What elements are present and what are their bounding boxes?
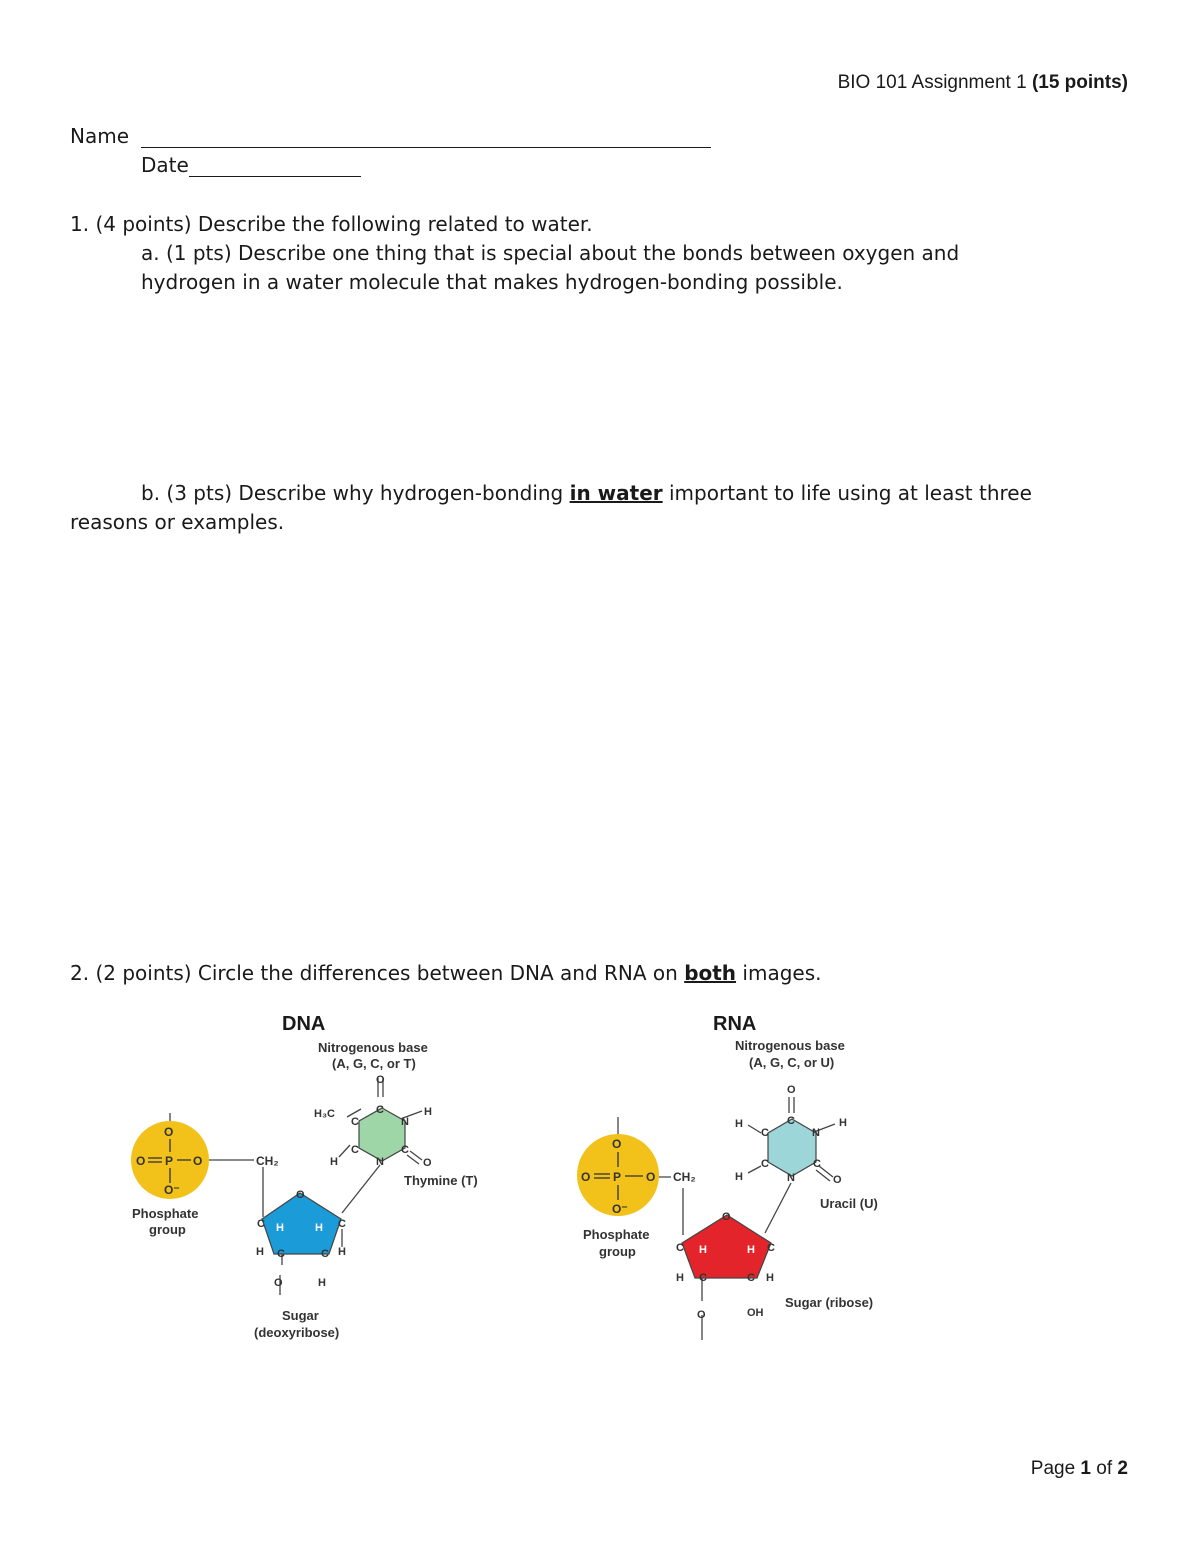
svg-text:H: H bbox=[699, 1244, 707, 1256]
svg-text:H: H bbox=[330, 1156, 338, 1168]
dna-base-label-2: (A, G, C, or T) bbox=[332, 1056, 416, 1071]
dna-sugar-label-1: Sugar bbox=[282, 1308, 319, 1323]
svg-text:C: C bbox=[676, 1242, 684, 1254]
svg-text:CH₂: CH₂ bbox=[256, 1154, 279, 1168]
svg-text:H₃C: H₃C bbox=[314, 1108, 335, 1120]
svg-text:H: H bbox=[424, 1106, 432, 1118]
svg-text:C: C bbox=[277, 1248, 285, 1260]
dna-sugar-label-2: (deoxyribose) bbox=[254, 1325, 340, 1340]
dna-base-label-1: Nitrogenous base bbox=[318, 1040, 428, 1055]
svg-text:H: H bbox=[735, 1118, 743, 1130]
svg-text:C: C bbox=[351, 1116, 359, 1128]
q2-stem bbox=[70, 961, 821, 985]
rna-base-hexagon bbox=[768, 1119, 816, 1176]
dna-phosphate-label-2: group bbox=[149, 1222, 186, 1237]
rna-title: RNA bbox=[713, 1013, 757, 1035]
svg-text:H: H bbox=[839, 1117, 847, 1129]
name-blank[interactable] bbox=[141, 127, 711, 148]
svg-text:H: H bbox=[766, 1272, 774, 1284]
svg-text:C: C bbox=[351, 1144, 359, 1156]
svg-text:C: C bbox=[787, 1115, 795, 1127]
svg-text:H: H bbox=[318, 1277, 326, 1289]
svg-text:O: O bbox=[136, 1154, 146, 1168]
dna-diagram bbox=[120, 1005, 510, 1350]
svg-text:H: H bbox=[735, 1171, 743, 1183]
svg-text:C: C bbox=[376, 1104, 384, 1116]
svg-text:C: C bbox=[761, 1127, 769, 1139]
q1b-line1 bbox=[141, 481, 1032, 505]
q1-stem: 1. (4 points) Describe the following related to water. bbox=[70, 212, 593, 236]
q2-post: images. bbox=[736, 961, 822, 985]
q1b-pre: b. (3 pts) Describe why hydrogen-bonding bbox=[141, 481, 570, 505]
dna-phosphate-label-1: Phosphate bbox=[132, 1206, 199, 1221]
dna-sugar-pentagon bbox=[262, 1193, 341, 1254]
rna-sugar-label: Sugar (ribose) bbox=[785, 1295, 874, 1310]
svg-text:O⁻: O⁻ bbox=[164, 1183, 180, 1197]
svg-text:H: H bbox=[256, 1246, 264, 1258]
svg-text:OH: OH bbox=[747, 1307, 764, 1319]
dna-title: DNA bbox=[282, 1013, 326, 1035]
assignment-header bbox=[838, 72, 1128, 94]
name-label: Name bbox=[70, 124, 130, 148]
svg-text:C: C bbox=[813, 1158, 821, 1170]
svg-text:O: O bbox=[581, 1170, 591, 1184]
q2-pre: 2. (2 points) Circle the differences between DNA and RNA on bbox=[70, 961, 685, 985]
q1b-emphasis: in water bbox=[569, 481, 663, 505]
svg-text:O: O bbox=[164, 1125, 174, 1139]
rna-base-name: Uracil (U) bbox=[820, 1196, 878, 1211]
rna-sugar-pentagon bbox=[682, 1215, 771, 1278]
date-row bbox=[141, 153, 361, 177]
page-total: 2 bbox=[1117, 1458, 1128, 1479]
svg-text:C: C bbox=[747, 1272, 755, 1284]
svg-text:O: O bbox=[646, 1170, 656, 1184]
rna-phosphate-label-1: Phosphate bbox=[583, 1227, 650, 1242]
svg-text:N: N bbox=[812, 1127, 820, 1139]
svg-text:N: N bbox=[376, 1156, 384, 1168]
svg-text:O: O bbox=[833, 1174, 842, 1186]
svg-text:O: O bbox=[193, 1154, 203, 1168]
name-row bbox=[70, 124, 711, 148]
q2-emphasis: both bbox=[684, 961, 737, 985]
q1a-line2: hydrogen in a water molecule that makes hydrogen-bonding possible. bbox=[141, 270, 843, 294]
svg-text:O: O bbox=[423, 1157, 432, 1169]
q1a-line1: a. (1 pts) Describe one thing that is special about the bonds between oxygen and bbox=[141, 241, 960, 265]
svg-text:H: H bbox=[315, 1222, 323, 1234]
course-title: BIO 101 Assignment 1 bbox=[837, 72, 1027, 93]
date-label: Date bbox=[141, 153, 189, 177]
page-current: 1 bbox=[1080, 1458, 1091, 1479]
svg-text:O⁻: O⁻ bbox=[612, 1202, 628, 1216]
svg-text:C: C bbox=[338, 1218, 346, 1230]
svg-text:H: H bbox=[276, 1222, 284, 1234]
rna-base-label-2: (A, G, C, or U) bbox=[749, 1055, 835, 1070]
svg-text:N: N bbox=[401, 1116, 409, 1128]
svg-text:N: N bbox=[787, 1172, 795, 1184]
svg-text:O: O bbox=[376, 1074, 385, 1086]
page-number bbox=[1031, 1458, 1128, 1480]
svg-text:O: O bbox=[722, 1211, 731, 1223]
svg-text:C: C bbox=[257, 1218, 265, 1230]
q1b-post: important to life using at least three bbox=[662, 481, 1032, 505]
dna-base-name: Thymine (T) bbox=[404, 1173, 478, 1188]
svg-text:O: O bbox=[697, 1309, 706, 1321]
svg-text:C: C bbox=[761, 1158, 769, 1170]
rna-phosphate-label-2: group bbox=[599, 1244, 636, 1259]
q1b-line2: reasons or examples. bbox=[70, 510, 285, 534]
page-word: Page bbox=[1030, 1458, 1076, 1479]
rna-base-label-1: Nitrogenous base bbox=[735, 1038, 845, 1053]
svg-text:CH₂: CH₂ bbox=[673, 1170, 696, 1184]
svg-text:O: O bbox=[296, 1189, 305, 1201]
svg-text:C: C bbox=[401, 1144, 409, 1156]
svg-text:P: P bbox=[165, 1154, 174, 1168]
date-blank[interactable] bbox=[189, 156, 361, 177]
svg-text:H: H bbox=[676, 1272, 684, 1284]
svg-text:H: H bbox=[338, 1246, 346, 1258]
svg-text:O: O bbox=[274, 1277, 283, 1289]
svg-text:O: O bbox=[612, 1137, 622, 1151]
total-points: (15 points) bbox=[1031, 72, 1128, 93]
svg-text:C: C bbox=[767, 1242, 775, 1254]
svg-text:C: C bbox=[699, 1272, 707, 1284]
svg-text:O: O bbox=[787, 1084, 796, 1096]
svg-text:H: H bbox=[747, 1244, 755, 1256]
svg-text:P: P bbox=[613, 1170, 622, 1184]
svg-text:C: C bbox=[321, 1248, 329, 1260]
rna-diagram bbox=[565, 1005, 905, 1350]
page-of: of bbox=[1096, 1458, 1113, 1479]
